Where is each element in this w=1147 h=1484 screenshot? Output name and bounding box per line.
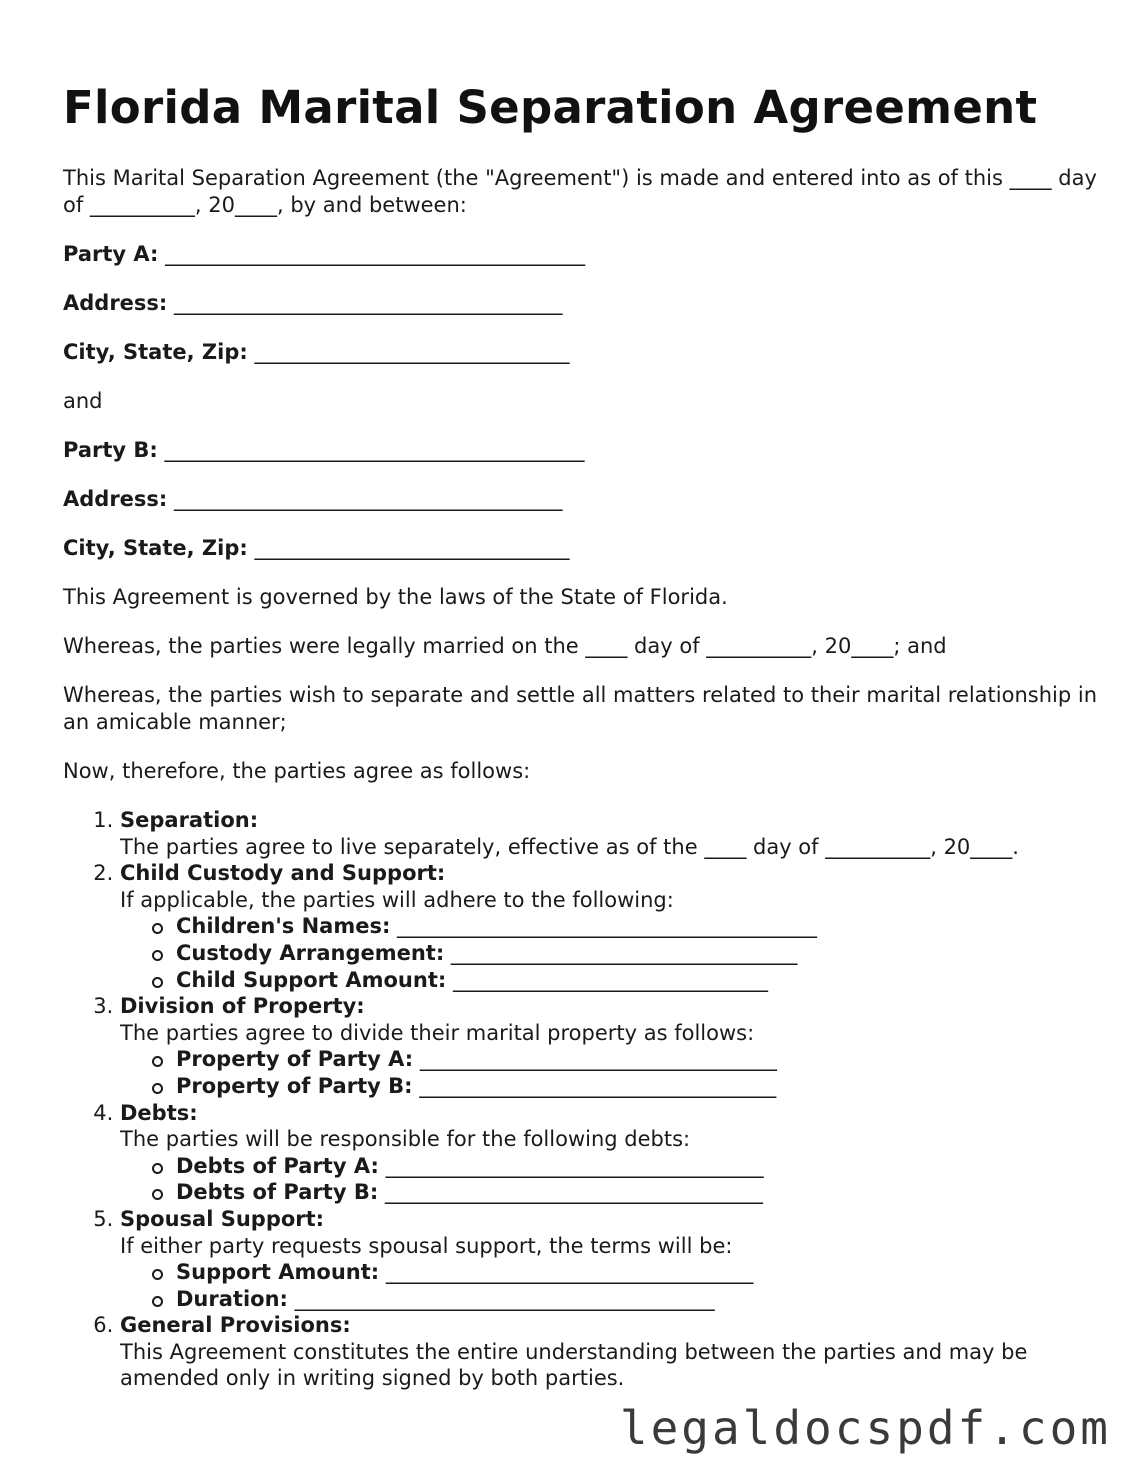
party-b-address-field	[63, 486, 1103, 513]
field-blank: ______________________________	[254, 340, 570, 364]
item-label: Debts of Party A:	[176, 1153, 379, 1178]
governing-law-paragraph: This Agreement is governed by the laws of the State of Florida.	[63, 585, 728, 609]
field-blank: _____________________________________	[174, 291, 563, 315]
item-blank: _________________________________	[450, 940, 798, 965]
watermark: legaldocspdf.com	[619, 1401, 1111, 1455]
item-label: Property of Party B:	[176, 1073, 413, 1098]
sub-list	[120, 913, 1103, 993]
section-text: The parties will be responsible for the following debts:	[120, 1127, 691, 1152]
field-blank: _____________________________________	[174, 487, 563, 511]
field-blank: ________________________________________	[165, 242, 586, 266]
section-heading: General Provisions:	[120, 1313, 351, 1338]
section-heading: Separation:	[120, 808, 259, 832]
field-label: City, State, Zip:	[63, 536, 248, 560]
party-a-city-field	[63, 339, 1103, 366]
section-text: The parties agree to live separately, effective as of the ____ day of __________, 20____.	[120, 834, 1019, 859]
list-item	[176, 1286, 1103, 1313]
item-label: Duration:	[176, 1286, 288, 1311]
section-text: If either party requests spousal support, the terms will be:	[120, 1233, 733, 1258]
sub-list	[120, 1153, 1103, 1206]
party-b-city-field	[63, 535, 1103, 562]
field-label: Party A:	[63, 242, 159, 266]
section-spousal-support	[120, 1206, 1103, 1312]
section-heading: Child Custody and Support:	[120, 861, 446, 886]
terms-list	[63, 807, 1103, 1392]
item-blank: ____________________________________	[384, 1180, 763, 1205]
section-text: If applicable, the parties will adhere to the following:	[120, 887, 674, 912]
intro-paragraph: This Marital Separation Agreement (the "Agreement") is made and entered into as of this ____ day of __________, 20____, by and between:	[63, 166, 1097, 217]
item-blank: ______________________________	[452, 967, 768, 992]
list-item	[176, 1073, 1103, 1100]
list-item	[176, 967, 1103, 994]
party-a-name-field	[63, 241, 1103, 268]
field-label: Party B:	[63, 438, 158, 462]
item-blank: ________________________________________	[397, 914, 818, 939]
section-debts	[120, 1100, 1103, 1206]
field-blank: ______________________________	[254, 536, 570, 560]
list-item	[176, 940, 1103, 967]
whereas-married-paragraph: Whereas, the parties were legally married on the ____ day of __________, 20____; and	[63, 634, 947, 658]
party-b-name-field	[63, 437, 1103, 464]
sub-list	[120, 1259, 1103, 1312]
whereas-separate-paragraph: Whereas, the parties wish to separate and settle all matters related to their marital relationship in an amicable manner;	[63, 683, 1098, 734]
section-child-custody	[120, 860, 1103, 993]
item-blank: __________________________________	[419, 1073, 777, 1098]
field-label: Address:	[63, 291, 168, 315]
section-text: This Agreement constitutes the entire understanding between the parties and may be amended only in writing signed by both parties.	[120, 1339, 1028, 1391]
section-separation	[120, 807, 1103, 860]
section-heading: Debts:	[120, 1100, 198, 1125]
sub-list	[120, 1046, 1103, 1099]
item-label: Child Support Amount:	[176, 967, 447, 992]
section-general-provisions	[120, 1312, 1103, 1392]
item-label: Debts of Party B:	[176, 1180, 379, 1205]
item-blank: ________________________________________	[294, 1286, 715, 1311]
item-blank: ____________________________________	[385, 1153, 764, 1178]
item-label: Property of Party A:	[176, 1047, 414, 1072]
list-item	[176, 913, 1103, 940]
section-heading: Division of Property:	[120, 994, 365, 1019]
now-therefore-paragraph: Now, therefore, the parties agree as follows:	[63, 759, 531, 783]
list-item	[176, 1153, 1103, 1180]
party-a-address-field	[63, 290, 1103, 317]
item-blank: __________________________________	[419, 1047, 777, 1072]
section-division-of-property	[120, 993, 1103, 1099]
field-label: City, State, Zip:	[63, 340, 248, 364]
list-item	[176, 1046, 1103, 1073]
field-label: Address:	[63, 487, 168, 511]
item-label: Custody Arrangement:	[176, 940, 445, 965]
list-item	[176, 1259, 1103, 1286]
and-text: and	[63, 389, 103, 413]
item-label: Support Amount:	[176, 1260, 380, 1285]
document-title: Florida Marital Separation Agreement	[63, 81, 1038, 134]
field-blank: ________________________________________	[164, 438, 585, 462]
list-item	[176, 1179, 1103, 1206]
section-text: The parties agree to divide their marital property as follows:	[120, 1020, 755, 1045]
item-blank: ___________________________________	[385, 1260, 754, 1285]
item-label: Children's Names:	[176, 914, 391, 939]
section-heading: Spousal Support:	[120, 1206, 325, 1231]
document-page	[63, 78, 1103, 1392]
